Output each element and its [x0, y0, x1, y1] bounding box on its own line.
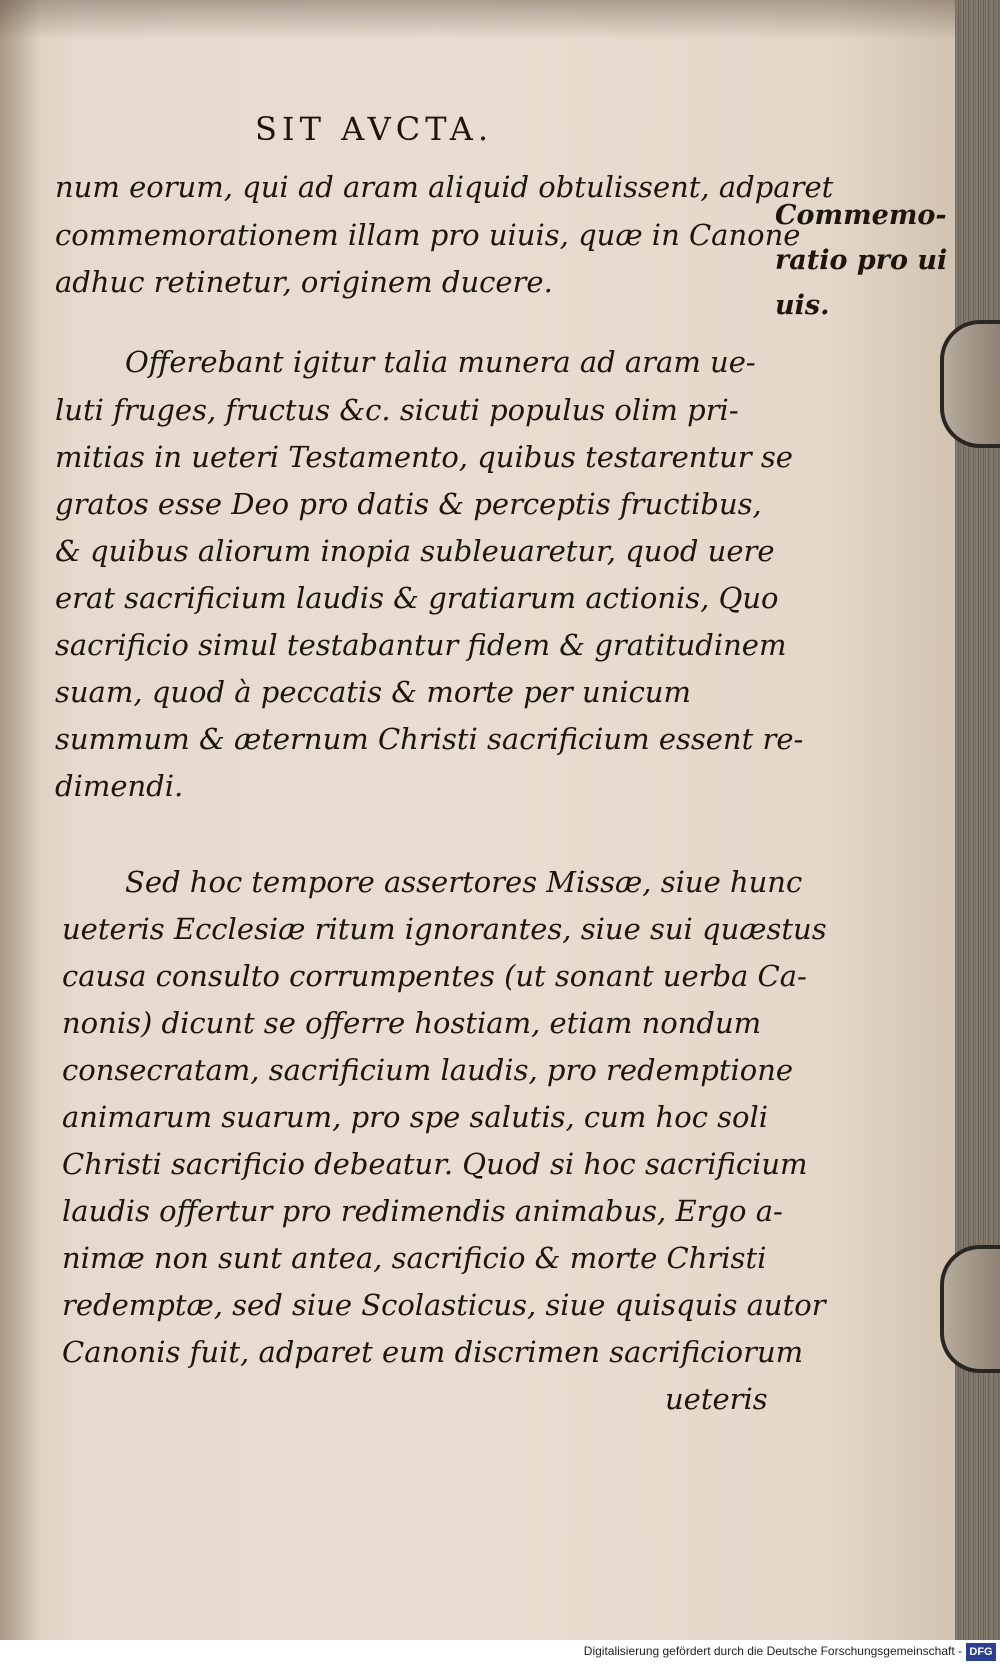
- top-edge-shadow: [0, 0, 975, 40]
- text-line: nimæ non sunt antea, sacrificio & morte Christi: [62, 1241, 767, 1275]
- catchword: ueteris: [665, 1382, 768, 1416]
- text-line: suam, quod à peccatis & morte per unicum: [55, 675, 692, 709]
- text-line: gratos esse Deo pro datis & perceptis fructibus,: [55, 487, 762, 521]
- text-line: & quibus aliorum inopia subleuaretur, quod uere: [55, 534, 775, 568]
- text-line: ueteris Ecclesiæ ritum ignorantes, siue sui quæstus: [62, 912, 827, 946]
- marginal-note-line: Commemo-: [775, 200, 947, 231]
- book-clasp-lower: [940, 1245, 1000, 1373]
- text-line: redemptæ, sed siue Scolasticus, siue quisquis autor: [62, 1288, 826, 1322]
- text-line: Canonis fuit, adparet eum discrimen sacrificiorum: [62, 1335, 804, 1369]
- funding-credit: Digitalisierung gefördert durch die Deutsche Forschungsgemeinschaft -: [583, 1644, 962, 1658]
- text-line: mitias in ueteri Testamento, quibus testarentur se: [55, 440, 793, 474]
- running-head: SIT AVCTA.: [255, 110, 494, 148]
- text-line: causa consulto corrumpentes (ut sonant uerba Ca-: [62, 959, 807, 993]
- text-line: consecratam, sacrificium laudis, pro redemptione: [62, 1053, 794, 1087]
- gutter-shadow: [0, 0, 40, 1640]
- show-through-text: [760, 275, 767, 305]
- marginal-note-line: ratio pro ui: [775, 245, 948, 276]
- text-line: commemorationem illam pro uiuis, quæ in Canone: [55, 218, 801, 252]
- dfg-logo: DFG: [966, 1643, 996, 1661]
- text-line: Sed hoc tempore assertores Missæ, siue hunc: [125, 865, 803, 899]
- text-line: summum & æternum Christi sacrificium essent re-: [55, 722, 804, 756]
- text-line: Christi sacrificio debeatur. Quod si hoc sacrificium: [62, 1147, 808, 1181]
- footer-bar: [0, 1640, 1000, 1665]
- text-line: laudis offertur pro redimendis animabus, Ergo a-: [62, 1194, 783, 1228]
- text-line: luti fruges, fructus &c. sicuti populus olim pri-: [55, 393, 739, 427]
- text-line: adhuc retinetur, originem ducere.: [55, 265, 553, 299]
- text-line: sacrificio simul testabantur fidem & gratitudinem: [55, 628, 787, 662]
- text-line: Offerebant igitur talia munera ad aram ue-: [125, 345, 756, 379]
- text-line: animarum suarum, pro spe salutis, cum hoc soli: [62, 1100, 769, 1134]
- text-line: nonis) dicunt se offerre hostiam, etiam nondum: [62, 1006, 762, 1040]
- page-edges: [955, 0, 1000, 1640]
- marginal-note-line: uis.: [775, 290, 830, 321]
- book-clasp-upper: [940, 320, 1000, 448]
- text-line: dimendi.: [55, 769, 184, 803]
- text-line: num eorum, qui ad aram aliquid obtulissent, adparet: [55, 170, 834, 204]
- text-line: erat sacrificium laudis & gratiarum actionis, Quo: [55, 581, 779, 615]
